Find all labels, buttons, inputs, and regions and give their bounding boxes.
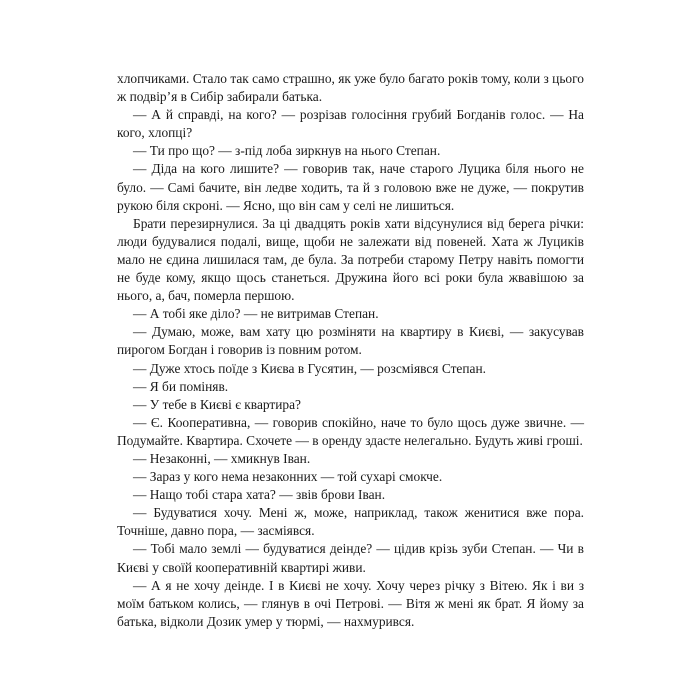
paragraph: — Нащо тобі стара хата? — звів брови Іван. [133, 487, 386, 503]
paragraph: — Діда на кого лишите? — говорив так, наче старого Луцика біля нього не було. — Самі бачите, він ледве ходить, та й з головою вже не дуже, — покрутив рукою біля скроні. — Ясно, що він сам у селі не лишиться. [117, 161, 584, 213]
paragraph: — У тебе в Києві є квартира? [133, 396, 302, 412]
paragraph: — А я не хочу деінде. І в Києві не хочу. Хочу через річку з Вітею. Як і ви з моїм батьком колись, — глянув в очі Петрові. — Вітя ж мені як брат. Я йому за батька, відколи Дозик умер у тюрмі, — нахмурився. [117, 577, 584, 629]
paragraph: — Ти про що? — з-під лоба зиркнув на нього Степан. [133, 143, 441, 159]
paragraph: — Є. Кооперативна, — говорив спокійно, наче то було щось дуже звичне. — Подумайте. Квартира. Схочете — в оренду здасте нелегально. Будуть живі гроші. [117, 414, 584, 448]
paragraph: — Незаконні, — хмикнув Іван. [133, 450, 311, 466]
paragraph: — Тобі мало землі — будуватися деінде? — цідив крізь зуби Степан. — Чи в Києві у своїй кооперативній квартирі живи. [117, 541, 584, 575]
paragraph: — Будуватися хочу. Мені ж, може, наприклад, також женитися вже пора. Точніше, давно пора, — засміявся. [117, 505, 584, 539]
paragraph: — А тобі яке діло? — не витримав Степан. [133, 306, 379, 322]
paragraph: Брати перезирнулися. За ці двадцять років хати відсунулися від берега річки: люди будувалися подалі, вище, щоби не залежати від повеней. Хата ж Луциків мало не єдина лишилася там, де була. За потреби старому Петру навіть помогти не буде кому, якщо щось станеться. Дружина його всі роки була жвавішою за нього, а, бач, померла першою. [117, 215, 584, 304]
paragraph: — Дуже хтось поїде з Києва в Гусятин, — розсміявся Степан. [133, 360, 486, 376]
paragraph: — Думаю, може, вам хату цю розміняти на квартиру в Києві, — закусував пирогом Богдан і говорив із повним ротом. [117, 324, 584, 358]
paragraph: — Я би поміняв. [133, 378, 229, 394]
book-page-text [117, 70, 584, 631]
paragraph: — А й справді, на кого? — розрізав голосіння грубий Богданів голос. — На кого, хлопці? [117, 107, 584, 141]
paragraph: хлопчиками. Стало так само страшно, як уже було багато років тому, коли з цього ж подвір’я в Сибір забирали батька. [117, 71, 584, 105]
paragraph: — Зараз у кого нема незаконних — той сухарі смокче. [133, 469, 443, 485]
